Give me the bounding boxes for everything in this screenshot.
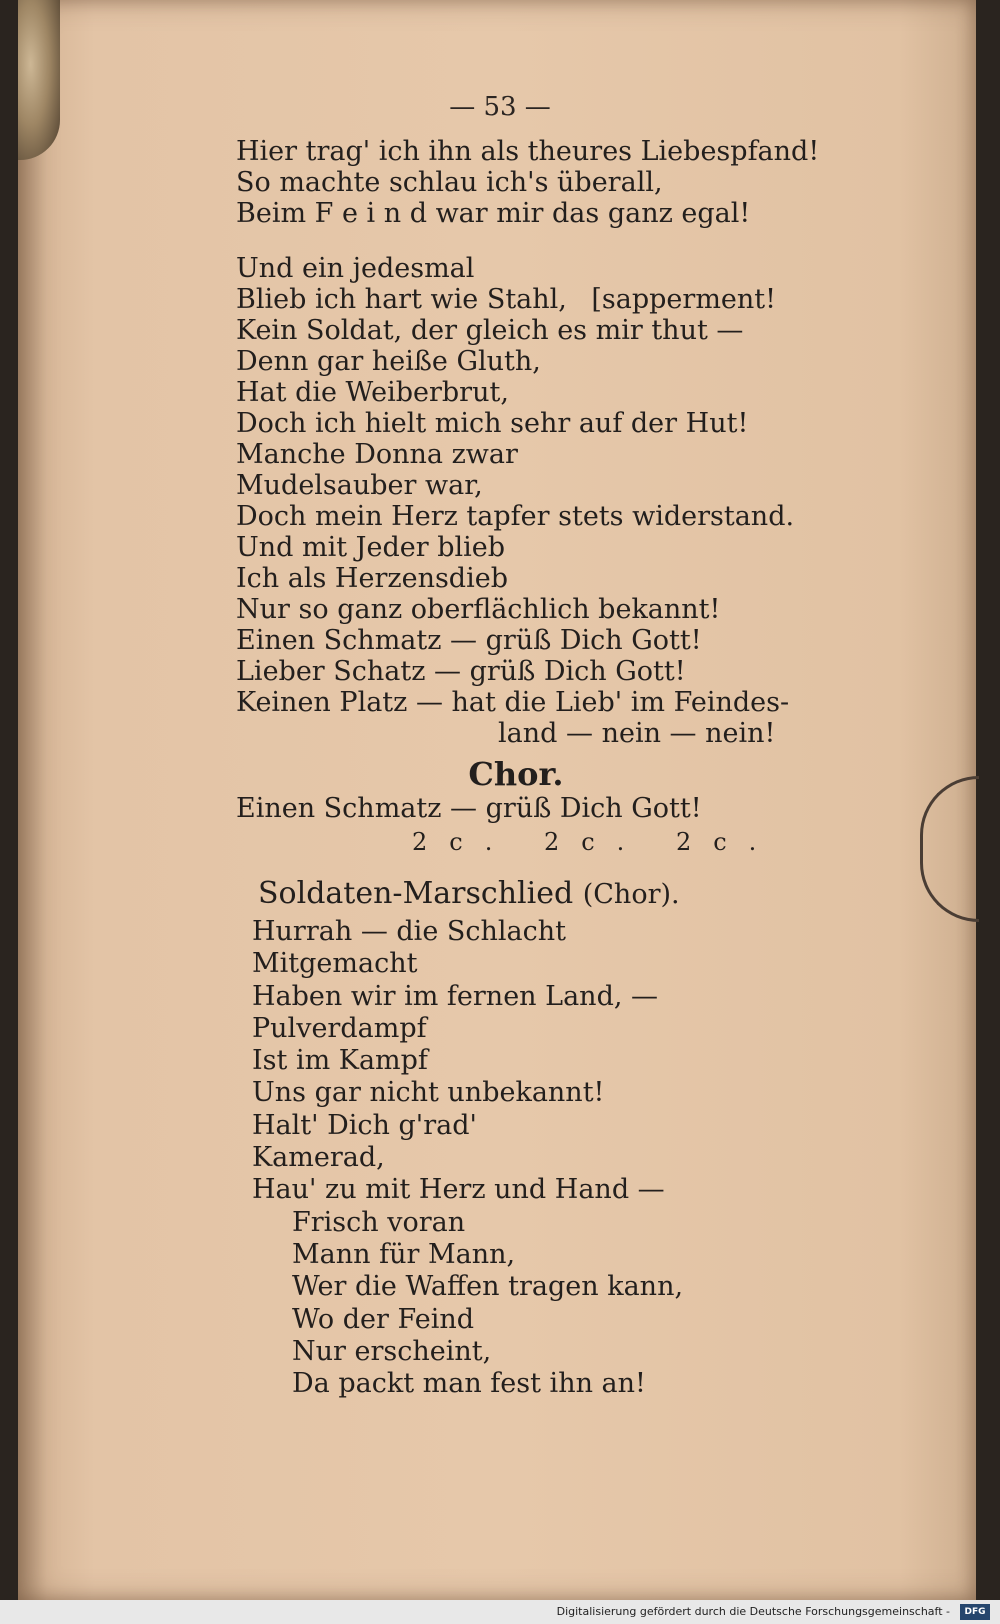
song-line: Hurrah — die Schlacht — [252, 916, 566, 947]
verse-overhang: [sapperment! — [591, 284, 776, 315]
verse-second — [236, 253, 836, 749]
song-line-indented: Frisch voran — [292, 1206, 466, 1238]
verse-line: Hat die Weiberbrut, — [236, 377, 509, 408]
song-line: Hau' zu mit Herz und Hand — — [252, 1174, 665, 1206]
verse-continuation: land — nein — nein! — [498, 718, 776, 749]
song-line-indented: Mann für Mann, — [292, 1238, 516, 1270]
page-number: — 53 — — [449, 92, 551, 122]
song-line-indented: Wo der Feind — [292, 1303, 475, 1335]
verse-top — [236, 136, 836, 229]
song-line: Uns gar nicht unbekannt! — [252, 1077, 605, 1109]
verse-line: Beim F e i n d war mir das ganz egal! — [236, 198, 751, 229]
verse-line: Doch ich hielt mich sehr auf der Hut! — [236, 408, 749, 439]
verse-line: Lieber Schatz — grüß Dich Gott! — [236, 656, 686, 687]
verse-line: Ich als Herzensdieb — [236, 563, 508, 594]
page-curl — [18, 0, 60, 160]
text-block — [236, 136, 836, 1400]
verse-line: Nur so ganz oberflächlich bekannt! — [236, 594, 721, 625]
song-line-indented: Da packt man fest ihn an! — [292, 1368, 646, 1400]
digitization-footer: Digitalisierung gefördert durch die Deutsche Forschungsgemeinschaft - — [0, 1600, 1000, 1624]
verse-line: Und ein jedesmal — [236, 253, 475, 284]
verse-line: Hier trag' ich ihn als theures Liebespfand! — [236, 136, 820, 167]
verse-line: Und mit Jeder blieb — [236, 532, 506, 563]
etcetera-marks: 2c. 2c. 2c. — [412, 828, 779, 856]
verse-line: Keinen Platz — hat die Lieb' im Feindes- — [236, 687, 790, 718]
chorus-heading: Chor. — [468, 755, 564, 793]
verse-line: Mudelsauber war, — [236, 470, 483, 501]
verse-line: So machte schlau ich's überall, — [236, 167, 663, 198]
verse-line: Denn gar heiße Gluth, — [236, 346, 541, 377]
verse-line: Doch mein Herz tapfer stets widerstand. — [236, 501, 795, 532]
section-title-text: Soldaten-Marschlied — [258, 876, 574, 911]
chorus-line: Einen Schmatz — grüß Dich Gott! — [236, 793, 702, 824]
song-verse — [236, 916, 836, 1400]
song-line: Mitgemacht — [252, 948, 418, 980]
verse-line: Kein Soldat, der gleich es mir thut — — [236, 315, 744, 346]
verse-line: Einen Schmatz — grüß Dich Gott! — [236, 625, 702, 656]
song-line: Haben wir im fernen Land, — — [252, 980, 659, 1012]
song-line-indented: Wer die Waffen tragen kann, — [292, 1271, 684, 1303]
song-line: Ist im Kampf — [252, 1045, 428, 1077]
verse-line-with-overhang — [236, 284, 776, 315]
song-line: Pulverdampf — [252, 1012, 427, 1044]
verse-line: Blieb ich hart wie Stahl, — [236, 284, 567, 315]
song-line-indented: Nur erscheint, — [292, 1335, 492, 1367]
section-title — [258, 872, 836, 916]
section-title-note: (Chor). — [582, 879, 680, 910]
verse-line: Manche Donna zwar — [236, 439, 518, 470]
dfg-logo: DFG — [960, 1604, 990, 1620]
song-line: Halt' Dich g'rad' — [252, 1109, 477, 1141]
song-line: Kamerad, — [252, 1142, 385, 1174]
